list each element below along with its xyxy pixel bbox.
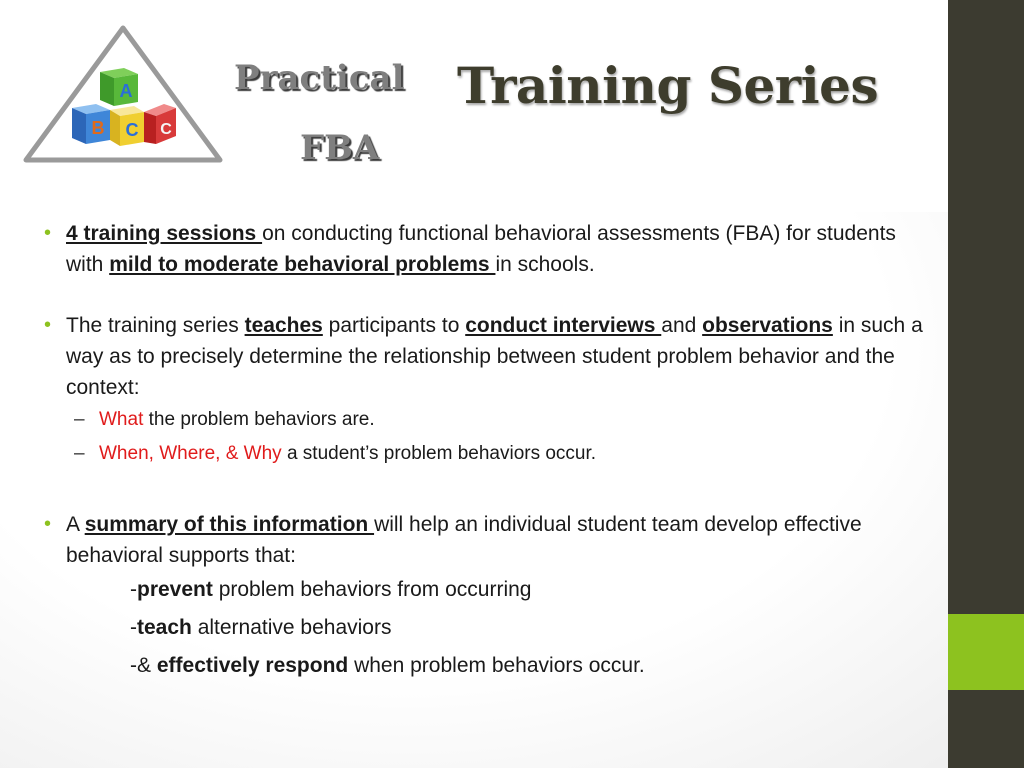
emphasis-problems: mild to moderate behavioral problems xyxy=(109,253,496,276)
emphasis-interviews: conduct interviews xyxy=(465,314,662,337)
bullet-text: The training series xyxy=(66,314,245,337)
bullet-training-sessions xyxy=(42,218,932,280)
block-b xyxy=(72,104,110,144)
dash-icon: – xyxy=(74,409,85,430)
emphasis-summary: summary of this information xyxy=(84,513,375,536)
highlight-when-where-why: When, Where, & Why xyxy=(99,443,282,464)
line-prefix: - xyxy=(130,616,137,639)
block-a xyxy=(100,68,138,106)
line-prefix: -& xyxy=(130,654,157,677)
bullet-text: A xyxy=(66,513,85,536)
slide-body xyxy=(42,216,932,685)
support-line-respond xyxy=(42,647,932,685)
bullet-text: in such a way as to precisely determine the relationship between student problem behavior and the context: xyxy=(66,314,923,399)
sidebar-accent-block xyxy=(948,614,1024,690)
bullet-dot-icon: • xyxy=(44,513,52,535)
bullet-text: and xyxy=(661,314,703,337)
block-c-red xyxy=(144,104,176,144)
title-practical: Practical xyxy=(234,58,405,98)
sub-bullet-what xyxy=(42,403,932,437)
abc-blocks-logo xyxy=(20,24,226,166)
sub-bullet-text: the problem behaviors are. xyxy=(143,409,375,430)
bullet-text: will help an individual student team develop effective behavioral supports that: xyxy=(66,513,862,567)
block-b-letter: B xyxy=(91,118,105,138)
bullet-text: in schools. xyxy=(495,253,595,276)
bullet-training-series xyxy=(42,310,932,403)
emphasis-respond: effectively respond xyxy=(156,654,349,677)
line-prefix: - xyxy=(130,578,137,601)
emphasis-teaches: teaches xyxy=(244,314,323,337)
sub-bullet-when-where-why xyxy=(42,437,932,471)
bullet-text: on conducting functional behavioral assessments (FBA) for students with xyxy=(66,222,896,276)
bullet-dot-icon: • xyxy=(44,222,52,244)
title-fba: FBA xyxy=(300,128,380,168)
line-text: problem behaviors from occurring xyxy=(212,578,532,601)
block-a-letter: A xyxy=(119,81,133,101)
bullet-text: participants to xyxy=(322,314,466,337)
line-text: alternative behaviors xyxy=(191,616,392,639)
line-text: when problem behaviors occur. xyxy=(348,654,645,677)
bullet-summary xyxy=(42,509,932,571)
block-c-yellow xyxy=(110,106,144,146)
sub-bullet-text: a student’s problem behaviors occur. xyxy=(281,443,597,464)
support-line-teach xyxy=(42,609,932,647)
dash-icon: – xyxy=(74,443,85,464)
emphasis-prevent: prevent xyxy=(137,578,213,601)
emphasis-training-sessions: 4 training sessions xyxy=(66,222,263,245)
emphasis-observations: observations xyxy=(702,314,833,337)
highlight-what: What xyxy=(99,409,144,430)
block-c-letter: C xyxy=(125,120,139,140)
block-c2-letter: C xyxy=(160,121,172,138)
bullet-dot-icon: • xyxy=(44,314,52,336)
support-line-prevent xyxy=(42,571,932,609)
emphasis-teach: teach xyxy=(137,616,192,639)
slide-title: Training Series xyxy=(457,56,879,115)
